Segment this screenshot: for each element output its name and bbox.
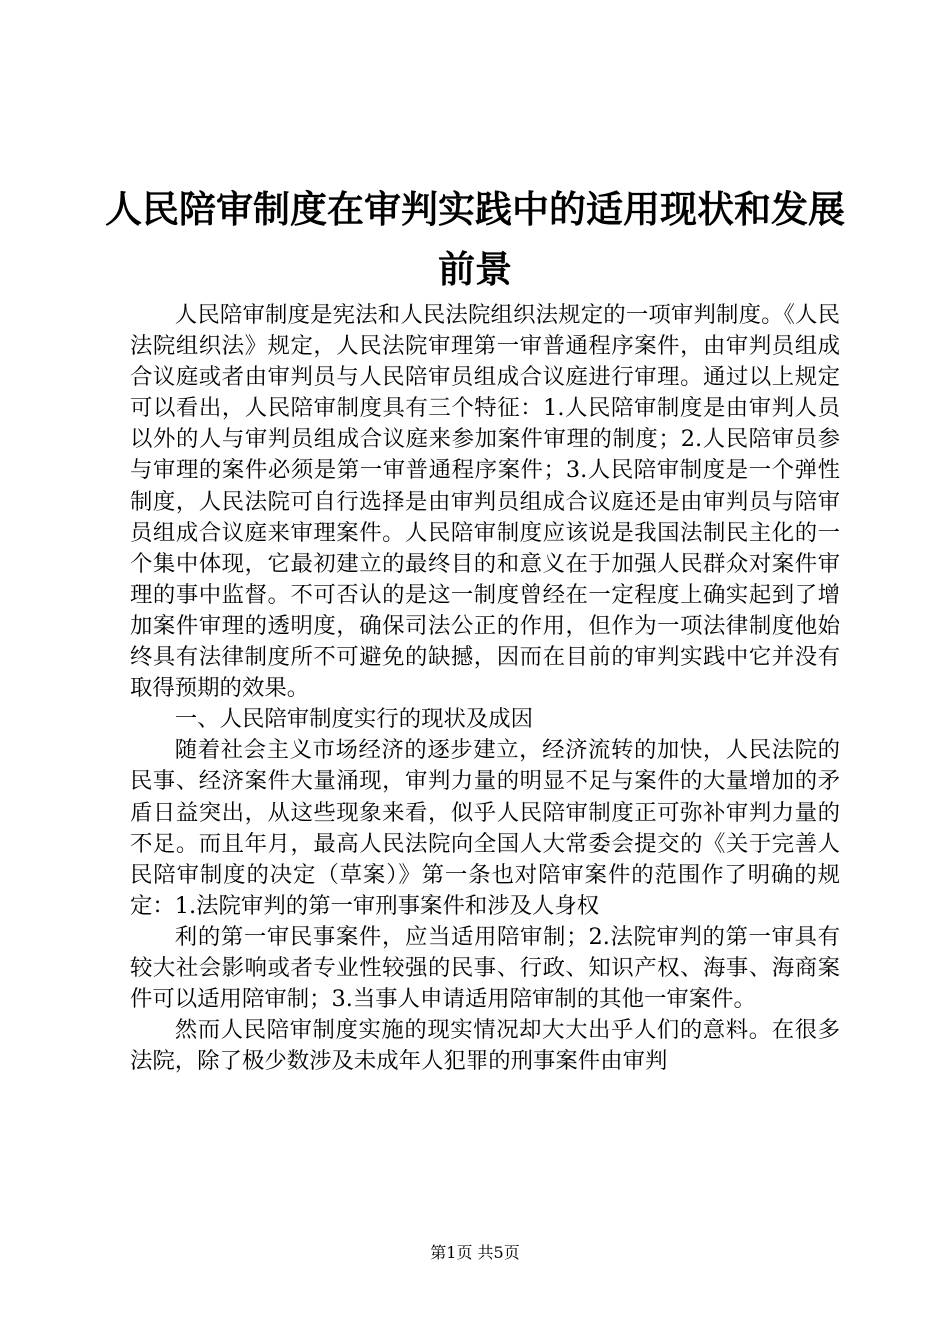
- document-title-line-2: 前景: [438, 248, 512, 291]
- body-paragraph: 人民陪审制度是宪法和人民法院组织法规定的一项审判制度。《人民法院组织法》规定，人民法院审理第一审普通程序案件，由审判员组成合议庭或者由审判员与人民陪审员组成合议庭进行审理。通过以上规定可以看出，人民陪审制度具有三个特征：1.人民陪审制度是由审判人员以外的人与审判员组成合议庭来参加案件审理的制度；2.人民陪审员参与审理的案件必须是第一审普通程序案件；3.人民陪审制度是一个弹性制度，人民法院可自行选择是由审判员组成合议庭还是由审判员与陪审员组成合议庭来审理案件。人民陪审制度应该说是我国法制民主化的一个集中体现，它最初建立的最终目的和意义在于加强人民群众对案件审理的事中监督。不可否认的是这一制度曾经在一定程度上确实起到了增加案件审理的透明度，确保司法公正的作用，但作为一项法律制度他始终具有法律制度所不可避免的缺撼，因而在目前的审判实践中它并没有取得预期的效果。: [130, 302, 840, 702]
- body-paragraph: 然而人民陪审制度实施的现实情况却大大出乎人们的意料。在很多法院，除了极少数涉及未成年人犯罪的刑事案件由审判: [130, 1017, 840, 1075]
- page-footer: 第1页 共5页: [430, 1243, 520, 1262]
- body-paragraph: 随着社会主义市场经济的逐步建立，经济流转的加快，人民法院的民事、经济案件大量涌现，审判力量的明显不足与案件的大量增加的矛盾日益突出，从这些现象来看，似乎人民陪审制度正可弥补审判力量的不足。而且年月，最高人民法院向全国人大常委会提交的《关于完善人民陪审制度的决定（草案）》第一条也对陪审案件的范围作了明确的规定：1.法院审判的第一审刑事案件和涉及人身权: [130, 737, 840, 919]
- document-body: [130, 300, 840, 1077]
- document-title-line-1: 人民陪审制度在审判实践中的适用现状和发展: [105, 188, 845, 231]
- section-heading: 一、人民陪审制度实行的现状及成因: [174, 706, 534, 733]
- body-paragraph: 利的第一审民事案件，应当适用陪审制；2.法院审判的第一审具有较大社会影响或者专业性较强的民事、行政、知识产权、海事、海商案件可以适用陪审制；3.当事人申请适用陪审制的其他一审案件。: [130, 923, 840, 1013]
